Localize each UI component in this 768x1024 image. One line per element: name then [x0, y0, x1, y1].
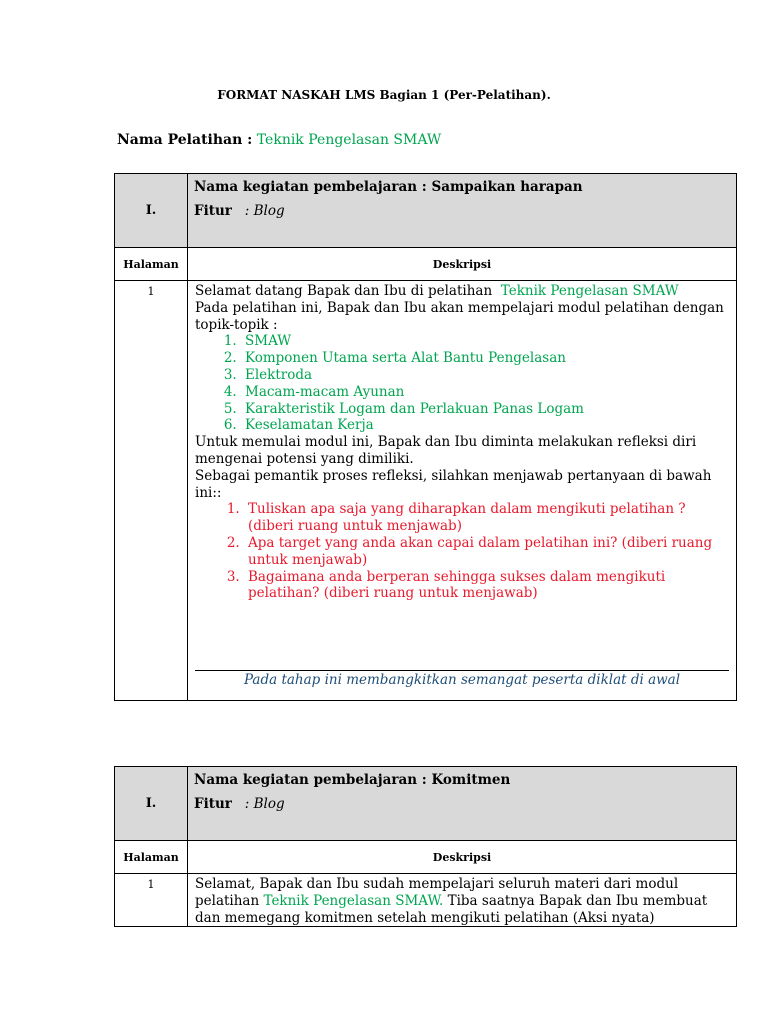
column-header-page: Halaman	[115, 841, 188, 874]
activity-table-2	[114, 766, 737, 927]
list-item: 4. Macam-macam Ayunan	[241, 384, 729, 401]
activity-header	[188, 767, 737, 841]
page-number: 1	[115, 874, 188, 927]
section-number: I.	[115, 174, 188, 248]
note-divider	[195, 670, 729, 689]
topic-list	[195, 333, 729, 434]
intro-text: Pada pelatihan ini, Bapak dan Ibu akan mempelajari modul pelatihan dengan topik-topik :	[195, 299, 724, 333]
course-name: Teknik Pengelasan SMAW	[500, 283, 679, 299]
list-item: 5. Karakteristik Logam dan Perlakuan Panas Logam	[241, 401, 729, 418]
reflection-text: Untuk memulai modul ini, Bapak dan Ibu diminta melakukan refleksi diri mengenai potensi yang dimiliki.	[195, 434, 697, 467]
welcome-line: Selamat datang Bapak dan Ibu di pelatihan Teknik Pengelasan SMAW	[195, 283, 679, 299]
section-number: I.	[115, 767, 188, 841]
document-title: FORMAT NASKAH LMS Bagian 1 (Per-Pelatihan).	[217, 88, 551, 102]
training-name	[117, 132, 441, 148]
trigger-text: Sebagai pemantik proses refleksi, silahkan menjawab pertanyaan di bawah ini::	[195, 467, 712, 501]
list-item: 2. Komponen Utama serta Alat Bantu Pengelasan	[241, 350, 729, 367]
training-name-value: Teknik Pengelasan SMAW	[256, 132, 442, 148]
training-name-label: Nama Pelatihan :	[117, 132, 253, 148]
activity-table-1	[114, 173, 737, 701]
list-item: 3. Elektroda	[241, 367, 729, 384]
feature-value: : Blog	[244, 796, 285, 812]
question-list	[195, 501, 729, 602]
description-cell: Selamat, Bapak dan Ibu sudah mempelajari seluruh materi dari modul pelatihan Teknik Pengelasan SMAW. Tiba saatnya Bapak dan Ibu membuat dan memegang komitmen setelah mengikuti pelatihan (Aksi nyata)	[188, 874, 737, 927]
activity-name: Nama kegiatan pembelajaran : Komitmen	[194, 772, 511, 788]
facilitator-note: Pada tahap ini membangkitkan semangat peserta diklat di awal	[243, 672, 681, 689]
activity-name: Nama kegiatan pembelajaran : Sampaikan harapan	[194, 179, 583, 195]
feature-label: Fitur	[194, 203, 232, 219]
course-name: Teknik Pengelasan SMAW.	[263, 892, 444, 909]
activity-header	[188, 174, 737, 248]
column-header-description: Deskripsi	[188, 248, 737, 281]
feature-line	[194, 203, 730, 219]
column-header-page: Halaman	[115, 248, 188, 281]
feature-label: Fitur	[194, 796, 232, 812]
feature-value: : Blog	[244, 203, 285, 219]
list-item: 6. Keselamatan Kerja	[241, 417, 729, 434]
description-cell	[188, 281, 737, 701]
list-item: 1. SMAW	[241, 333, 729, 350]
list-item: 2. Apa target yang anda akan capai dalam pelatihan ini? (diberi ruang untuk menjawab)	[244, 535, 729, 569]
column-header-description: Deskripsi	[188, 841, 737, 874]
list-item: 3. Bagaimana anda berperan sehingga sukses dalam mengikuti pelatihan? (diberi ruang untuk menjawab)	[244, 569, 729, 603]
page-number: 1	[115, 281, 188, 701]
list-item: 1. Tuliskan apa saja yang diharapkan dalam mengikuti pelatihan ? (diberi ruang untuk menjawab)	[244, 501, 729, 535]
feature-line	[194, 796, 730, 812]
